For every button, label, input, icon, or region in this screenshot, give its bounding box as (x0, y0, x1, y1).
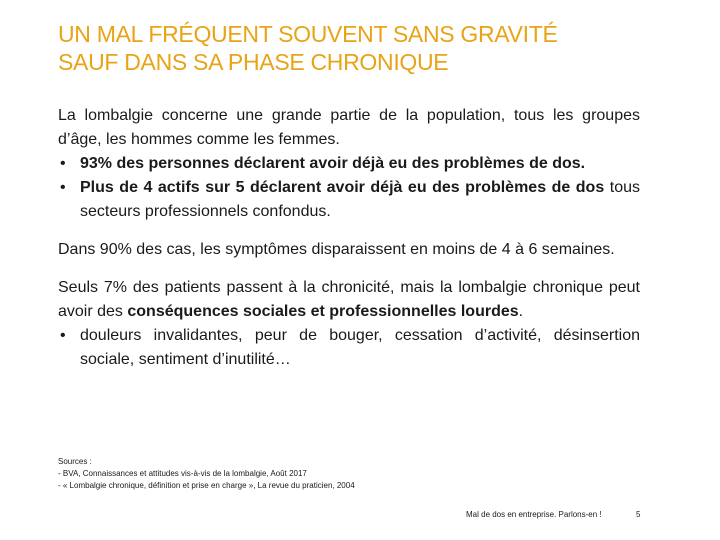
source-item: - « Lombalgie chronique, définition et prise en charge », La revue du praticien, 2004 (58, 481, 355, 490)
bullet-text: 93% des personnes déclarent avoir déjà eu des problèmes de dos. (80, 155, 586, 172)
bullet-text: douleurs invalidantes, peur de bouger, cessation d’activité, désinsertion sociale, sentiment d’inutilité… (80, 327, 640, 368)
chronic-consequences-bold: conséquences sociales et professionnelles lourdes (127, 303, 519, 320)
chronic-paragraph (58, 276, 640, 324)
slide-title (58, 20, 698, 76)
list-item (58, 324, 640, 372)
bullet-dot: • (60, 327, 66, 344)
intro-paragraph: La lombalgie concerne une grande partie de la population, tous les groupes d’âge, les hommes comme les femmes. (58, 107, 640, 148)
sources-block (58, 456, 458, 492)
bullet-text-continuation: tous secteurs professionnels confondus. (80, 179, 640, 220)
bullet-dot: • (60, 179, 66, 196)
bullet-text: Plus de 4 actifs sur 5 déclarent avoir déjà eu des problèmes de dos (80, 179, 605, 196)
title-line-1: UN MAL FRÉQUENT SOUVENT SANS GRAVITÉ (58, 21, 558, 47)
title-line-2: SAUF DANS SA PHASE CHRONIQUE (58, 49, 449, 75)
footer-tagline: Mal de dos en entreprise. Parlons-en ! (466, 510, 602, 519)
stats-bullet-list (58, 152, 640, 224)
list-item (58, 152, 640, 176)
source-item: - BVA, Connaissances et attitudes vis-à-vis de la lombalgie, Août 2017 (58, 469, 307, 478)
list-item (58, 176, 640, 224)
sources-label: Sources : (58, 457, 92, 466)
chronic-text-end: . (518, 303, 524, 320)
page-number: 5 (636, 510, 641, 519)
chronic-text: Seuls 7% des patients passent à la chronicité, mais la lombalgie chronique peut avoir des (58, 279, 640, 320)
consequences-bullet-list (58, 324, 640, 372)
slide-content (58, 104, 640, 372)
symptoms-paragraph: Dans 90% des cas, les symptômes disparaissent en moins de 4 à 6 semaines. (58, 241, 615, 258)
bullet-dot: • (60, 155, 66, 172)
